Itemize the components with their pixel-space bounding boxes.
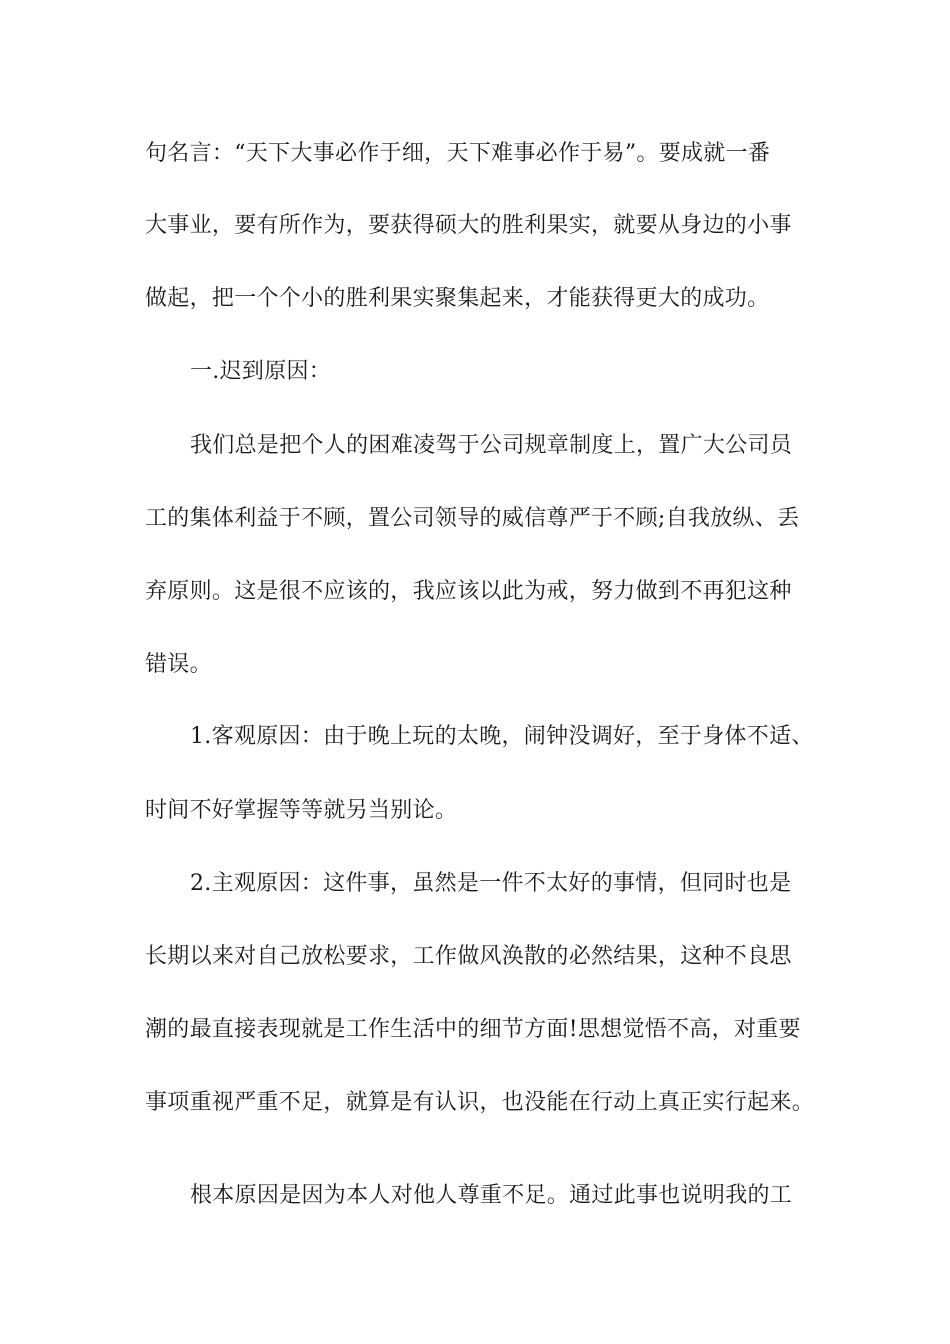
paragraph-line: 大事业，要有所作为，要获得硕大的胜利果实，就要从身边的小事 xyxy=(145,213,792,238)
paragraph-line: 事项重视严重不足，就算是有认识，也没能在行动上真正实行起来。 xyxy=(145,1090,815,1115)
paragraph-line: 我们总是把个人的困难凌驾于公司规章制度上，置广大公司员 xyxy=(190,433,793,458)
paragraph-line: 句名言：“天下大事必作于细，天下难事必作于易”。要成就一番 xyxy=(145,141,771,166)
paragraph-line: 弃原则。这是很不应该的，我应该以此为戒，努力做到不再犯这种 xyxy=(145,579,792,604)
paragraph-line: 做起，把一个个小的胜利果实聚集起来，才能获得更大的成功。 xyxy=(145,286,770,311)
paragraph-line: 时间不好掌握等等就另当别论。 xyxy=(145,798,458,823)
paragraph-line: 根本原因是因为本人对他人尊重不足。通过此事也说明我的工 xyxy=(190,1183,793,1208)
paragraph-line: 潮的最直接表现就是工作生活中的细节方面!思想觉悟不高，对重要 xyxy=(145,1017,801,1042)
paragraph-line: 1.客观原因：由于晚上玩的太晚，闹钟没调好，至于身体不适、 xyxy=(190,724,814,749)
paragraph-line: 工的集体利益于不顾，置公司领导的威信尊严于不顾;自我放纵、丢 xyxy=(145,506,800,531)
section-heading: 一.迟到原因： xyxy=(190,359,332,384)
paragraph-line: 长期以来对自己放松要求，工作做风涣散的必然结果，这种不良思 xyxy=(145,944,792,969)
paragraph-line: 2.主观原因：这件事，虽然是一件不太好的事情，但同时也是 xyxy=(190,871,792,896)
paragraph-line: 错误。 xyxy=(145,652,212,677)
